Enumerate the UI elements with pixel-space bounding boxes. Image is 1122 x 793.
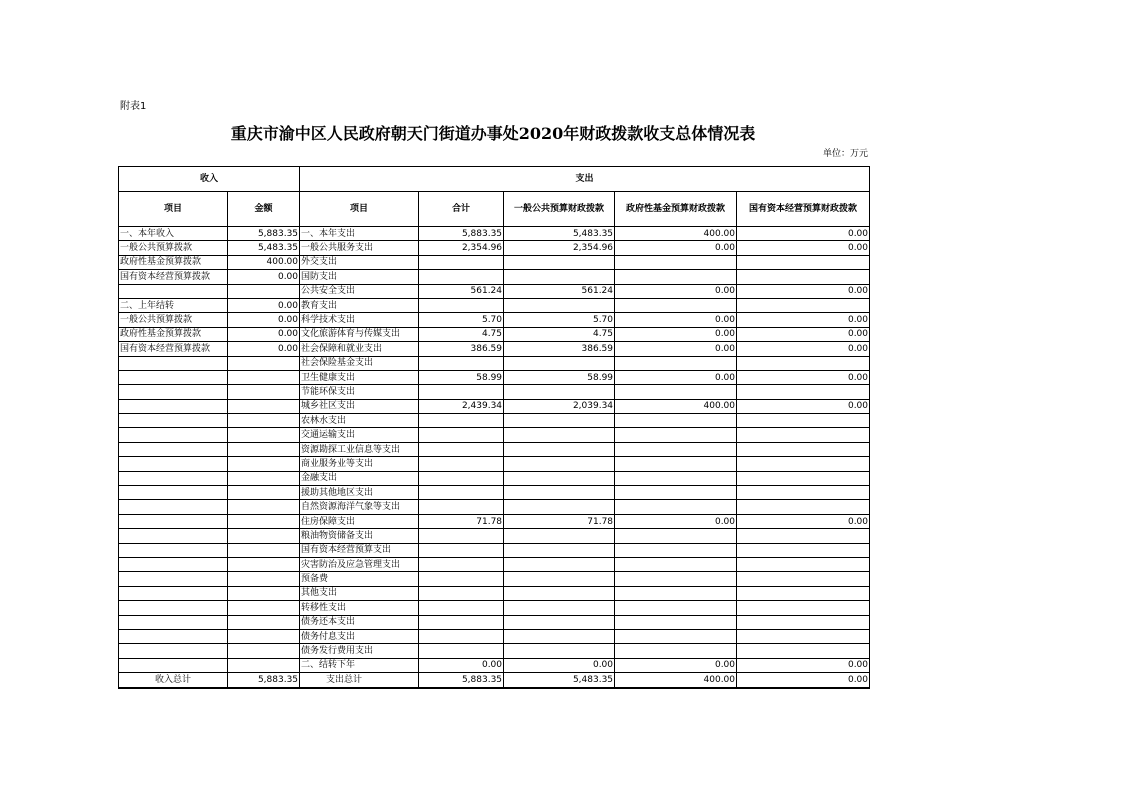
- income-amount-cell: [228, 457, 300, 471]
- income-item-cell: [119, 658, 228, 672]
- table-row: [119, 442, 870, 456]
- expense-item-cell: 资源勘探工业信息等支出: [300, 442, 419, 456]
- total-amount-cell: [419, 586, 504, 600]
- table-row: [119, 644, 870, 658]
- total-amount-cell: [419, 629, 504, 643]
- gov-fund-amount-cell: 400.00: [615, 673, 737, 688]
- gov-fund-amount-cell: [615, 270, 737, 284]
- income-item-cell: [119, 514, 228, 528]
- income-item-cell: [119, 370, 228, 384]
- income-amount-cell: [228, 500, 300, 514]
- expense-item-cell: 粮油物资储备支出: [300, 529, 419, 543]
- table-row: [119, 399, 870, 413]
- state-capital-amount-cell: [737, 298, 870, 312]
- income-amount-cell: 5,483.35: [228, 241, 300, 255]
- state-capital-amount-cell: [737, 601, 870, 615]
- total-amount-cell: 2,354.96: [419, 241, 504, 255]
- total-amount-cell: [419, 500, 504, 514]
- gov-fund-amount-cell: 0.00: [615, 342, 737, 356]
- general-budget-amount-cell: 2,354.96: [504, 241, 615, 255]
- state-capital-amount-cell: [737, 385, 870, 399]
- table-row: [119, 629, 870, 643]
- state-capital-amount-cell: [737, 586, 870, 600]
- total-amount-cell: [419, 529, 504, 543]
- gov-fund-amount-cell: 0.00: [615, 370, 737, 384]
- income-amount-cell: [228, 486, 300, 500]
- gov-fund-amount-cell: [615, 543, 737, 557]
- total-amount-cell: 5,883.35: [419, 673, 504, 688]
- total-amount-cell: [419, 557, 504, 571]
- total-amount-cell: 4.75: [419, 327, 504, 341]
- expense-item-cell: 农林水支出: [300, 414, 419, 428]
- total-amount-cell: [419, 644, 504, 658]
- header-row-1: [119, 167, 870, 192]
- total-amount-cell: 71.78: [419, 514, 504, 528]
- income-header: 收入: [119, 167, 300, 192]
- general-budget-amount-cell: [504, 529, 615, 543]
- income-amount-cell: [228, 442, 300, 456]
- income-amount-cell: 5,883.35: [228, 673, 300, 688]
- gov-fund-amount-cell: [615, 414, 737, 428]
- gov-fund-amount-cell: 0.00: [615, 284, 737, 298]
- income-amount-cell: [228, 529, 300, 543]
- income-item-cell: [119, 586, 228, 600]
- table-row: [119, 255, 870, 269]
- general-budget-amount-cell: 0.00: [504, 658, 615, 672]
- total-amount-cell: [419, 356, 504, 370]
- income-item-cell: [119, 543, 228, 557]
- table-row: [119, 284, 870, 298]
- gov-fund-amount-cell: [615, 601, 737, 615]
- page-title: 重庆市渝中区人民政府朝天门街道办事处2020年财政拨款收支总体情况表: [230, 124, 756, 143]
- general-budget-amount-cell: [504, 557, 615, 571]
- expense-item-cell: 债务还本支出: [300, 615, 419, 629]
- gov-fund-amount-cell: [615, 629, 737, 643]
- table-row: [119, 428, 870, 442]
- col-header-expense-item: 项目: [300, 192, 419, 227]
- gov-fund-amount-cell: [615, 529, 737, 543]
- income-amount-cell: [228, 629, 300, 643]
- unit-label: 单位：万元: [822, 149, 868, 159]
- gov-fund-amount-cell: [615, 557, 737, 571]
- state-capital-amount-cell: 0.00: [737, 658, 870, 672]
- gov-fund-amount-cell: [615, 644, 737, 658]
- general-budget-amount-cell: [504, 543, 615, 557]
- expense-item-cell: 支出总计: [300, 673, 419, 688]
- income-item-cell: [119, 428, 228, 442]
- income-item-cell: [119, 457, 228, 471]
- total-amount-cell: 0.00: [419, 658, 504, 672]
- general-budget-amount-cell: 4.75: [504, 327, 615, 341]
- col-header-general-budget: 一般公共预算财政拨款: [504, 192, 615, 227]
- table-row: [119, 529, 870, 543]
- expense-item-cell: 社会保障和就业支出: [300, 342, 419, 356]
- table-row: [119, 313, 870, 327]
- income-amount-cell: [228, 471, 300, 485]
- col-header-state-capital: 国有资本经营预算财政拨款: [737, 192, 870, 227]
- gov-fund-amount-cell: [615, 471, 737, 485]
- expense-item-cell: 国有资本经营预算支出: [300, 543, 419, 557]
- income-amount-cell: [228, 586, 300, 600]
- gov-fund-amount-cell: [615, 385, 737, 399]
- income-item-cell: 二、上年结转: [119, 298, 228, 312]
- table-row: [119, 572, 870, 586]
- expense-item-cell: 债务付息支出: [300, 629, 419, 643]
- table-row: [119, 385, 870, 399]
- income-item-cell: 一、本年收入: [119, 227, 228, 241]
- gov-fund-amount-cell: 0.00: [615, 327, 737, 341]
- table-row: [119, 241, 870, 255]
- income-item-cell: [119, 572, 228, 586]
- total-amount-cell: [419, 298, 504, 312]
- table-row: [119, 370, 870, 384]
- general-budget-amount-cell: [504, 572, 615, 586]
- table-row: [119, 227, 870, 241]
- income-item-cell: [119, 500, 228, 514]
- total-amount-cell: 561.24: [419, 284, 504, 298]
- table-row: [119, 586, 870, 600]
- income-item-cell: 政府性基金预算拨款: [119, 255, 228, 269]
- gov-fund-amount-cell: [615, 586, 737, 600]
- income-item-cell: 国有资本经营预算拨款: [119, 270, 228, 284]
- income-amount-cell: 5,883.35: [228, 227, 300, 241]
- expense-item-cell: 公共安全支出: [300, 284, 419, 298]
- state-capital-amount-cell: [737, 486, 870, 500]
- total-amount-cell: [419, 543, 504, 557]
- header-row-2: [119, 192, 870, 227]
- state-capital-amount-cell: 0.00: [737, 227, 870, 241]
- gov-fund-amount-cell: [615, 442, 737, 456]
- state-capital-amount-cell: 0.00: [737, 673, 870, 688]
- general-budget-amount-cell: [504, 586, 615, 600]
- state-capital-amount-cell: [737, 471, 870, 485]
- expense-item-cell: 城乡社区支出: [300, 399, 419, 413]
- total-amount-cell: [419, 428, 504, 442]
- total-amount-cell: [419, 414, 504, 428]
- state-capital-amount-cell: 0.00: [737, 514, 870, 528]
- income-item-cell: 收入总计: [119, 673, 228, 688]
- state-capital-amount-cell: [737, 428, 870, 442]
- income-amount-cell: [228, 514, 300, 528]
- expense-item-cell: 其他支出: [300, 586, 419, 600]
- expense-item-cell: 国防支出: [300, 270, 419, 284]
- table-row: [119, 615, 870, 629]
- expense-item-cell: 一、本年支出: [300, 227, 419, 241]
- general-budget-amount-cell: [504, 471, 615, 485]
- expense-item-cell: 卫生健康支出: [300, 370, 419, 384]
- expense-item-cell: 文化旅游体育与传媒支出: [300, 327, 419, 341]
- general-budget-amount-cell: [504, 486, 615, 500]
- col-header-total: 合计: [419, 192, 504, 227]
- state-capital-amount-cell: [737, 255, 870, 269]
- expense-item-cell: 预备费: [300, 572, 419, 586]
- expense-item-cell: 社会保险基金支出: [300, 356, 419, 370]
- general-budget-amount-cell: [504, 644, 615, 658]
- gov-fund-amount-cell: 400.00: [615, 399, 737, 413]
- table-row: [119, 457, 870, 471]
- expense-item-cell: 金融支出: [300, 471, 419, 485]
- expense-item-cell: 援助其他地区支出: [300, 486, 419, 500]
- general-budget-amount-cell: [504, 385, 615, 399]
- total-amount-cell: [419, 572, 504, 586]
- income-amount-cell: [228, 658, 300, 672]
- gov-fund-amount-cell: 0.00: [615, 658, 737, 672]
- income-amount-cell: 0.00: [228, 298, 300, 312]
- income-item-cell: 一般公共预算拨款: [119, 241, 228, 255]
- income-amount-cell: [228, 399, 300, 413]
- table-row: [119, 342, 870, 356]
- expense-item-cell: 灾害防治及应急管理支出: [300, 557, 419, 571]
- gov-fund-amount-cell: [615, 500, 737, 514]
- total-amount-cell: [419, 255, 504, 269]
- total-amount-cell: 2,439.34: [419, 399, 504, 413]
- general-budget-amount-cell: 71.78: [504, 514, 615, 528]
- income-amount-cell: [228, 615, 300, 629]
- general-budget-amount-cell: [504, 457, 615, 471]
- expense-header: 支出: [300, 167, 870, 192]
- state-capital-amount-cell: 0.00: [737, 370, 870, 384]
- state-capital-amount-cell: [737, 442, 870, 456]
- state-capital-amount-cell: [737, 356, 870, 370]
- general-budget-amount-cell: [504, 601, 615, 615]
- income-amount-cell: [228, 572, 300, 586]
- expense-item-cell: 自然资源海洋气象等支出: [300, 500, 419, 514]
- expense-item-cell: 一般公共服务支出: [300, 241, 419, 255]
- state-capital-amount-cell: 0.00: [737, 313, 870, 327]
- state-capital-amount-cell: [737, 572, 870, 586]
- income-amount-cell: [228, 557, 300, 571]
- general-budget-amount-cell: 386.59: [504, 342, 615, 356]
- table-row: [119, 601, 870, 615]
- expense-item-cell: 转移性支出: [300, 601, 419, 615]
- total-amount-cell: 5,883.35: [419, 227, 504, 241]
- expense-item-cell: 节能环保支出: [300, 385, 419, 399]
- total-amount-cell: [419, 615, 504, 629]
- income-amount-cell: 0.00: [228, 327, 300, 341]
- gov-fund-amount-cell: 0.00: [615, 241, 737, 255]
- income-item-cell: [119, 399, 228, 413]
- expense-item-cell: 债务发行费用支出: [300, 644, 419, 658]
- table-row: [119, 471, 870, 485]
- general-budget-amount-cell: [504, 298, 615, 312]
- state-capital-amount-cell: 0.00: [737, 399, 870, 413]
- general-budget-amount-cell: [504, 356, 615, 370]
- expense-item-cell: 教育支出: [300, 298, 419, 312]
- expense-item-cell: 科学技术支出: [300, 313, 419, 327]
- total-amount-cell: [419, 270, 504, 284]
- income-amount-cell: 0.00: [228, 313, 300, 327]
- total-amount-cell: 5.70: [419, 313, 504, 327]
- expense-item-cell: 外交支出: [300, 255, 419, 269]
- total-row: [119, 673, 870, 688]
- income-amount-cell: [228, 284, 300, 298]
- gov-fund-amount-cell: [615, 615, 737, 629]
- table-row: [119, 658, 870, 672]
- total-amount-cell: [419, 442, 504, 456]
- income-item-cell: 政府性基金预算拨款: [119, 327, 228, 341]
- state-capital-amount-cell: [737, 543, 870, 557]
- state-capital-amount-cell: [737, 414, 870, 428]
- general-budget-amount-cell: [504, 500, 615, 514]
- general-budget-amount-cell: [504, 255, 615, 269]
- income-item-cell: [119, 385, 228, 399]
- income-amount-cell: [228, 428, 300, 442]
- income-amount-cell: [228, 543, 300, 557]
- gov-fund-amount-cell: [615, 356, 737, 370]
- state-capital-amount-cell: 0.00: [737, 342, 870, 356]
- state-capital-amount-cell: 0.00: [737, 241, 870, 255]
- state-capital-amount-cell: [737, 557, 870, 571]
- general-budget-amount-cell: 5,483.35: [504, 673, 615, 688]
- income-amount-cell: 0.00: [228, 342, 300, 356]
- income-item-cell: [119, 557, 228, 571]
- total-amount-cell: 386.59: [419, 342, 504, 356]
- state-capital-amount-cell: 0.00: [737, 327, 870, 341]
- gov-fund-amount-cell: [615, 428, 737, 442]
- table-row: [119, 356, 870, 370]
- table-row: [119, 414, 870, 428]
- general-budget-amount-cell: 58.99: [504, 370, 615, 384]
- table-row: [119, 270, 870, 284]
- state-capital-amount-cell: [737, 457, 870, 471]
- general-budget-amount-cell: [504, 414, 615, 428]
- general-budget-amount-cell: [504, 428, 615, 442]
- income-item-cell: [119, 644, 228, 658]
- income-amount-cell: [228, 644, 300, 658]
- table-row: [119, 327, 870, 341]
- income-item-cell: [119, 284, 228, 298]
- income-item-cell: 国有资本经营预算拨款: [119, 342, 228, 356]
- gov-fund-amount-cell: [615, 572, 737, 586]
- income-item-cell: [119, 615, 228, 629]
- state-capital-amount-cell: [737, 270, 870, 284]
- gov-fund-amount-cell: [615, 486, 737, 500]
- total-amount-cell: 58.99: [419, 370, 504, 384]
- state-capital-amount-cell: [737, 644, 870, 658]
- general-budget-amount-cell: 5,483.35: [504, 227, 615, 241]
- expense-item-cell: 商业服务业等支出: [300, 457, 419, 471]
- income-item-cell: [119, 601, 228, 615]
- general-budget-amount-cell: [504, 442, 615, 456]
- state-capital-amount-cell: [737, 629, 870, 643]
- expense-item-cell: 住房保障支出: [300, 514, 419, 528]
- income-amount-cell: [228, 385, 300, 399]
- expense-item-cell: 二、结转下年: [300, 658, 419, 672]
- table-row: [119, 557, 870, 571]
- general-budget-amount-cell: 561.24: [504, 284, 615, 298]
- state-capital-amount-cell: [737, 500, 870, 514]
- table-row: [119, 514, 870, 528]
- gov-fund-amount-cell: 0.00: [615, 313, 737, 327]
- total-amount-cell: [419, 457, 504, 471]
- table-row: [119, 500, 870, 514]
- general-budget-amount-cell: [504, 270, 615, 284]
- income-amount-cell: 400.00: [228, 255, 300, 269]
- total-amount-cell: [419, 601, 504, 615]
- income-amount-cell: [228, 356, 300, 370]
- income-item-cell: [119, 414, 228, 428]
- col-header-income-item: 项目: [119, 192, 228, 227]
- state-capital-amount-cell: [737, 529, 870, 543]
- table-row: [119, 486, 870, 500]
- income-item-cell: 一般公共预算拨款: [119, 313, 228, 327]
- col-header-gov-fund: 政府性基金预算财政拨款: [615, 192, 737, 227]
- income-item-cell: [119, 629, 228, 643]
- income-item-cell: [119, 471, 228, 485]
- income-item-cell: [119, 356, 228, 370]
- income-amount-cell: [228, 601, 300, 615]
- income-amount-cell: 0.00: [228, 270, 300, 284]
- table-row: [119, 543, 870, 557]
- total-amount-cell: [419, 385, 504, 399]
- table-row: [119, 298, 870, 312]
- general-budget-amount-cell: 5.70: [504, 313, 615, 327]
- finance-table: [118, 166, 870, 689]
- gov-fund-amount-cell: [615, 298, 737, 312]
- income-amount-cell: [228, 414, 300, 428]
- general-budget-amount-cell: [504, 615, 615, 629]
- gov-fund-amount-cell: 0.00: [615, 514, 737, 528]
- general-budget-amount-cell: 2,039.34: [504, 399, 615, 413]
- appendix-label: 附表1: [120, 101, 147, 112]
- gov-fund-amount-cell: 400.00: [615, 227, 737, 241]
- state-capital-amount-cell: 0.00: [737, 284, 870, 298]
- general-budget-amount-cell: [504, 629, 615, 643]
- gov-fund-amount-cell: [615, 457, 737, 471]
- income-item-cell: [119, 486, 228, 500]
- income-item-cell: [119, 529, 228, 543]
- state-capital-amount-cell: [737, 615, 870, 629]
- total-amount-cell: [419, 471, 504, 485]
- total-amount-cell: [419, 486, 504, 500]
- income-item-cell: [119, 442, 228, 456]
- income-amount-cell: [228, 370, 300, 384]
- expense-item-cell: 交通运输支出: [300, 428, 419, 442]
- col-header-income-amount: 金额: [228, 192, 300, 227]
- gov-fund-amount-cell: [615, 255, 737, 269]
